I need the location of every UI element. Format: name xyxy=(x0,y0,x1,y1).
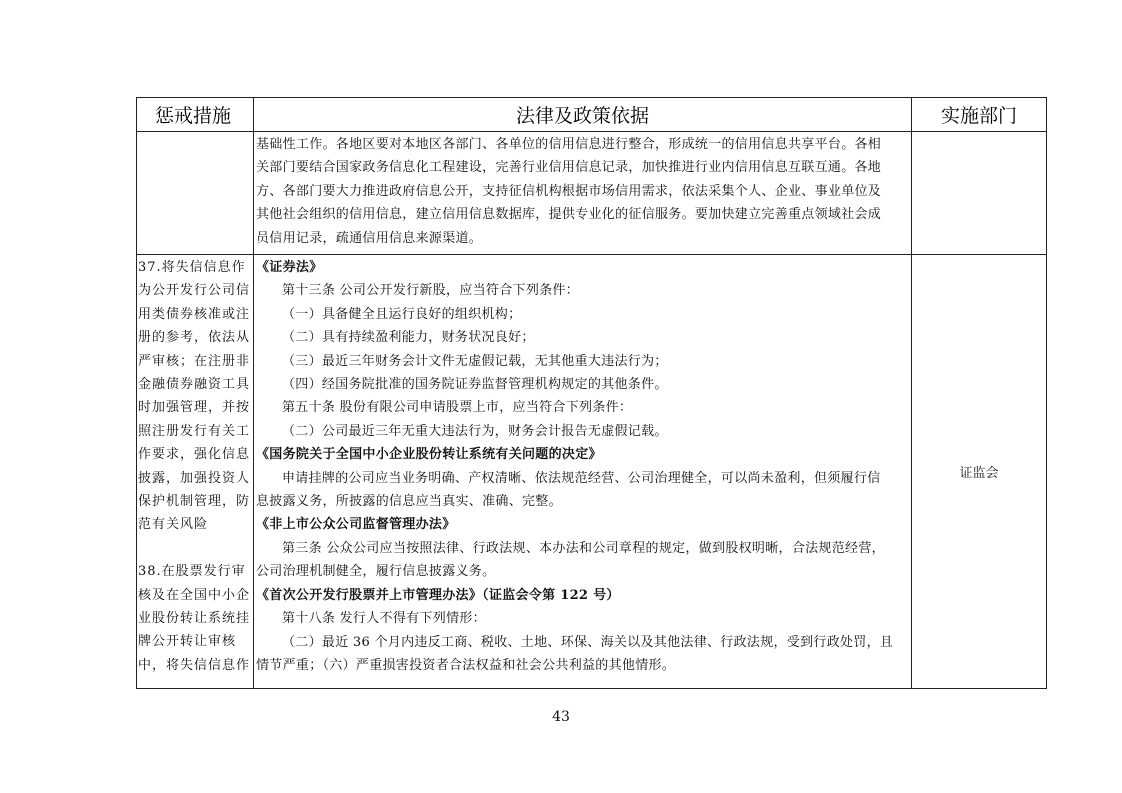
measure-cell xyxy=(137,255,254,689)
text-line: 第十八条 发行人不得有下列情形： xyxy=(282,611,486,627)
text-line: 员信用记录，疏通信用信息来源渠道。 xyxy=(256,230,483,246)
text-line: 严审核；在注册非 xyxy=(138,353,251,369)
text-line: 中，将失信信息作 xyxy=(138,657,251,673)
text-line: 第五十条 股份有限公司申请股票上市，应当符合下列条件： xyxy=(282,400,633,416)
law-title: 《非上市公众公司监督管理办法》 xyxy=(256,517,456,533)
text-line: 基础性工作。各地区要对本地区各部门、各单位的信用信息进行整合，形成统一的信用信息共享平台。各相 xyxy=(256,137,882,152)
text-line: 38.在股票发行审 xyxy=(138,564,246,580)
header-department: 实施部门 xyxy=(912,98,1047,132)
text-line: 其他社会组织的信用信息，建立信用信息数据库，提供专业化的征信服务。要加快建立完善重点领域社会成 xyxy=(256,207,882,223)
text-line: 申请挂牌的公司应当业务明确、产权清晰、依法规范经营、公司治理健全，可以尚未盈利，但须履行信 xyxy=(282,470,881,486)
text-line: 保护机制管理，防 xyxy=(138,494,251,510)
regulation-table xyxy=(136,97,1047,689)
text-line: 金融债券融资工具 xyxy=(138,377,251,393)
text-line: 业股份转让系统挂 xyxy=(138,611,251,627)
basis-content xyxy=(256,256,909,677)
table-row xyxy=(137,132,1047,255)
text-line: 时加强管理，并按 xyxy=(138,400,251,416)
law-title: 《证券法》 xyxy=(256,260,323,275)
text-line: （二）公司最近三年无重大违法行为，财务会计报告无虚假记载。 xyxy=(282,423,668,439)
legal-basis-cell xyxy=(254,132,912,255)
text-line: 公司治理机制健全，履行信息披露义务。 xyxy=(256,564,496,580)
text-line: 照注册发行有关工 xyxy=(138,423,251,439)
text-line: 牌公开转让审核 xyxy=(138,634,237,650)
text-line: 作要求，强化信息 xyxy=(138,447,251,463)
text-line: 披露，加强投资人 xyxy=(138,470,251,486)
basis-paragraph xyxy=(256,133,909,250)
text-line: 为公开发行公司信 xyxy=(138,283,251,299)
text-line: 方、各部门要大力推进政府信息公开，支持征信机构根据市场信用需求，依法采集个人、企业、事业单位及 xyxy=(256,183,882,199)
text-line: 情节严重；（六）严重损害投资者合法权益和社会公共利益的其他情形。 xyxy=(256,657,676,673)
law-title: 《首次公开发行股票并上市管理办法》（证监会令第 122 号） xyxy=(256,587,620,603)
measure-37 xyxy=(138,256,253,537)
law-title: 《国务院关于全国中小企业股份转让系统有关问题的决定》 xyxy=(256,447,602,463)
text-line: 范有关风险 xyxy=(138,517,209,533)
text-line: 37.将失信信息作 xyxy=(138,260,246,275)
spacer xyxy=(138,537,253,560)
text-line: 第十三条 公司公开发行新股，应当符合下列条件： xyxy=(282,283,580,299)
measure-cell-empty xyxy=(137,132,254,255)
legal-basis-cell xyxy=(254,255,912,689)
table-row xyxy=(137,255,1047,689)
department-cell-empty xyxy=(912,132,1047,255)
department-cell: 证监会 xyxy=(912,255,1047,689)
text-line: （四）经国务院批准的国务院证券监督管理机构规定的其他条件。 xyxy=(282,377,668,393)
text-line: 第三条 公众公司应当按照法律、行政法规、本办法和公司章程的规定，做到股权明晰，合法规范经营， xyxy=(282,540,885,556)
text-line: 核及在全国中小企 xyxy=(138,587,251,603)
table-header-row xyxy=(137,98,1047,132)
text-line: （一）具备健全且运行良好的组织机构； xyxy=(282,306,522,322)
page-number: 43 xyxy=(552,709,570,725)
text-line: （二）具有持续盈利能力，财务状况良好； xyxy=(282,330,535,346)
text-line: （三）最近三年财务会计文件无虚假记载，无其他重大违法行为； xyxy=(282,353,668,369)
text-line: 关部门要结合国家政务信息化工程建设，完善行业信用信息记录，加快推进行业内信用信息互联互通。各地 xyxy=(256,160,882,176)
text-line: 册的参考，依法从 xyxy=(138,330,251,346)
text-line: 用类债券核准或注 xyxy=(138,306,251,322)
header-measures: 惩戒措施 xyxy=(137,98,254,132)
measure-38 xyxy=(138,560,253,677)
text-line: 息披露义务，所披露的信息应当真实、准确、完整。 xyxy=(256,494,562,510)
header-legal-basis: 法律及政策依据 xyxy=(254,98,912,132)
text-line: （二）最近 36 个月内违反工商、税收、土地、环保、海关以及其他法律、行政法规，受到行政处罚，且 xyxy=(282,634,894,650)
